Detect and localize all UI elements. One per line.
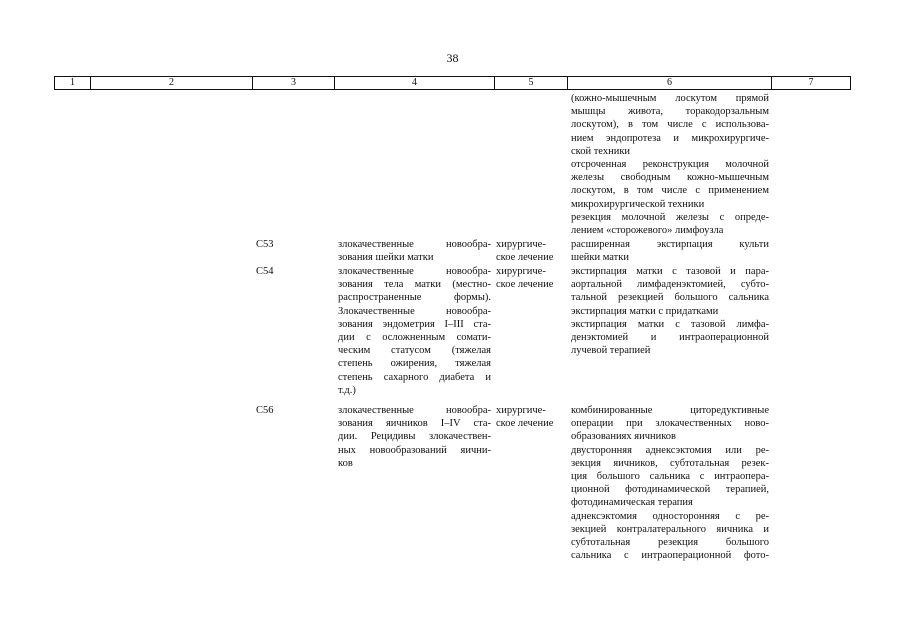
diagnosis-line: дии с осложненным сомати- (338, 332, 491, 344)
procedures-cell (571, 92, 769, 237)
treatment-cell (496, 238, 566, 264)
column-divider (850, 76, 851, 90)
diagnosis-line: зования шейки матки (338, 252, 434, 264)
treatment-line: ское лечение (496, 252, 554, 264)
diagnosis-line: т.д.) (338, 384, 356, 396)
procedure-line: лением «сторожевого» лимфоузла (571, 225, 724, 237)
column-header: 2 (169, 77, 174, 88)
header-bottom-rule (54, 89, 851, 90)
procedure-line: ской техники (571, 145, 631, 157)
procedure-line: лоскутом, в том числе с применением (571, 185, 769, 197)
diagnosis-line: распространенные формы). (338, 292, 491, 304)
diagnosis-line: степень сахарного диабета и (338, 371, 491, 383)
procedure-line: микрохирургической техники (571, 198, 705, 210)
procedure-line: аортальной лимфаденэктомией, субто- (571, 279, 769, 291)
treatment-line: ское лечение (496, 279, 554, 291)
column-header: 1 (70, 77, 75, 88)
column-header: 5 (528, 77, 534, 88)
diagnosis-cell (338, 265, 491, 397)
diagnosis-line: злокачественные новообра- (338, 266, 491, 277)
diagnosis-line: дии. Рецидивы злокачествен- (338, 431, 491, 443)
procedure-line: расширенная экстирпация культи (571, 239, 769, 250)
procedure-line: резекция молочной железы с опреде- (571, 211, 769, 223)
procedure-line: сальника с интраоперационной фото- (571, 550, 769, 562)
procedure-line: аднексэктомия односторонняя с ре- (571, 510, 769, 522)
procedure-line: комбинированные циторедуктивные (571, 405, 769, 416)
procedure-line: тальной резекцией большого сальника (571, 292, 769, 304)
procedure-line: экстирпация матки с тазовой и пара- (571, 266, 769, 277)
diagnosis-line: степень ожирения, тяжелая (338, 358, 491, 370)
procedure-line: зекция яичников, субтотальная резек- (571, 457, 769, 469)
procedure-line: двусторонняя аднексэктомия или ре- (571, 444, 769, 456)
diagnosis-cell (338, 404, 491, 470)
procedure-line: железы свободным кожно-мышечным (571, 172, 769, 184)
treatment-line: хирургиче- (496, 239, 546, 250)
treatment-line: ское лечение (496, 418, 554, 430)
diagnosis-line: злокачественные новообра- (338, 239, 491, 250)
page-number: 38 (446, 51, 459, 65)
procedures-cell (571, 238, 769, 264)
procedure-line: отсроченная реконструкция молочной (571, 159, 769, 171)
icd-code: C56 (256, 405, 274, 416)
procedure-line: экстирпация матки с тазовой лимфа- (571, 318, 769, 330)
column-header: 3 (291, 77, 296, 88)
procedures-cell (571, 404, 769, 562)
diagnosis-line: зования яичников I–IV ста- (338, 418, 491, 430)
diagnosis-line: зования эндометрия I–III ста- (338, 318, 491, 330)
procedure-line: нием эндопротеза и микрохирургиче- (571, 132, 769, 144)
diagnosis-line: ных новообразований яични- (338, 444, 491, 456)
procedure-line: лучевой терапией (571, 345, 651, 357)
procedure-line: зекцией контралатерального яичника и (571, 523, 769, 535)
column-header: 4 (412, 77, 417, 88)
diagnosis-cell (338, 238, 491, 264)
icd-code: C53 (256, 239, 274, 250)
column-header: 6 (667, 77, 672, 88)
procedure-line: денэктомией и интраоперационной (571, 332, 769, 344)
diagnosis-line: ческим статусом (тяжелая (338, 345, 491, 357)
treatment-cell (496, 265, 566, 291)
procedure-line: (кожно-мышечным лоскутом прямой (571, 93, 769, 104)
procedure-line: лоскутом), в том числе с использова- (571, 119, 769, 131)
treatment-cell (496, 404, 566, 430)
icd-code: C54 (256, 266, 274, 277)
column-header: 7 (808, 77, 814, 88)
diagnosis-line: ков (338, 457, 353, 469)
treatment-line: хирургиче- (496, 405, 546, 416)
procedure-line: ционной фотодинамической терапией, (571, 484, 769, 496)
diagnosis-line: злокачественные новообра- (338, 405, 491, 416)
procedure-line: операции при злокачественных ново- (571, 418, 769, 430)
diagnosis-line: зования тела матки (местно- (338, 279, 491, 291)
procedures-cell (571, 265, 769, 357)
procedure-line: шейки матки (571, 252, 629, 264)
procedure-line: экстирпация матки с придатками (571, 305, 719, 317)
procedure-line: мышцы живота, торакодорзальным (571, 106, 769, 118)
procedure-line: образованиях яичников (571, 431, 677, 443)
procedure-line: субтотальная резекция большого (571, 537, 769, 549)
procedure-line: ция большого сальника с интраопера- (571, 471, 769, 483)
procedure-line: фотодинамическая терапия (571, 497, 693, 509)
diagnosis-line: Злокачественные новообра- (338, 305, 491, 317)
treatment-line: хирургиче- (496, 266, 546, 277)
